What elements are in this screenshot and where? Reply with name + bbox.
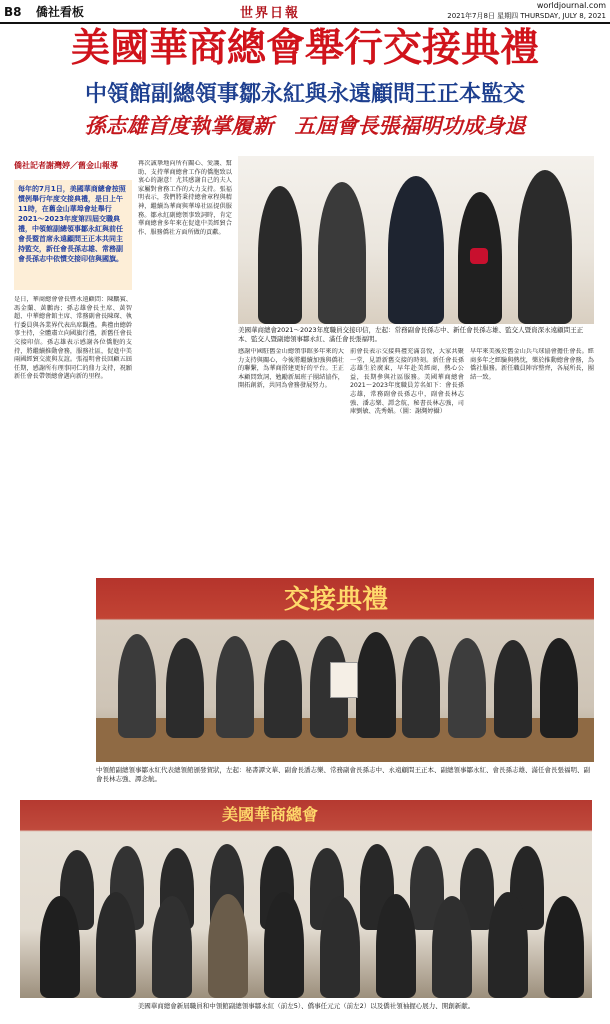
lead-paragraph: 每年的7月1日，美國華商總會按照慣例舉行年度交接典禮，是日上午11時，在舊金山華埠會址舉行2021～2023年度第四屆交職典禮，中領館副總領事鄒永紅與前任會長暨首席永遠顧問王正本共同主持監交，新任會長孫志雄、常務副會長孫志中依慣交接印信與國旗。 (14, 180, 132, 290)
site-url: worldjournal.com (536, 1, 606, 10)
article-column-4: 前會長表示交接典禮充滿喜悅，大家共聚一堂，見證新舊交接的時刻。新任會長孫志雄生於廣東，早年赴美經商，熱心公益，長期參與社區服務。美國華商總會2021～2023年度職員芳名如下：會長孫志雄，常務副會長孫志中，副會長林志強、潘志樂、譚念航，秘書長林志強，司庫劉敏、冼秀媚。（圖：謝灣婷攝） (350, 348, 464, 416)
article-column-5: 早年來美後於舊金山兵乓球協會擔任會長。經商多年之經驗與熱忱，樂於推動總會會務，為僑社服務。新任職員陣容整齊，各展所長，團結一致。 (470, 348, 594, 381)
certificate-icon (330, 662, 358, 698)
photo-2-banner: 交接典禮 (283, 585, 388, 615)
seal-box-icon (470, 248, 488, 264)
photo-seal-handover (238, 156, 594, 324)
photo-3-banner: 美國華商總會 (221, 805, 318, 824)
article-column-2: 再次誠摯地向所有關心、愛護、幫助、支持華商總會工作的僑胞致以衷心的謝意！尤其感謝自己的夫人家屬對會務工作的大力支持。張福明表示，我們將秉持總會章程與精神，繼續為華商與華埠社區提供服務。鄒永紅副總領事致詞時，肯定華商總會多年來在促進中美經貿合作、服務僑社方面所做的貢獻。 (138, 160, 232, 236)
photo-3-caption: 美國華商總會新屆職員和中領館副總領事鄒永紅（前左5）、僑事任元元（前左2）以及僑社領袖握心展力、開創新献。 (137, 1002, 475, 1010)
main-headline: 美國華商總會舉行交接典禮 (70, 25, 539, 71)
photo-1-caption: 美國華商總會2021～2023年度職員交接印信，左起：常務副會長孫志中、新任會長孫志雄、監交人暨資深永遠顧問王正本、監交人暨副總領事鄒永紅、滿任會長張福明。 (238, 326, 584, 343)
byline: 僑社記者謝灣婷／舊金山報導 (14, 161, 118, 170)
page-header (0, 0, 610, 24)
article-column-3: 感謝中國駐舊金山總領事館多年來的大力支持與關心，今後將繼續加強與僑社的聯繫，為華商搭建更好的平台。王正本顧問致詞，勉勵新屆班子團結協作，開拓創新，共同為會務發展努力。 (238, 348, 344, 390)
article-column-1: 是日，華商總會會長暨永遠顧問：陳鵬賓、馮金蘭、黃鵬海；孫志雄會長主席、黃智超、中華總會館主席、常務副會長陳琛、執行委員與各業界代表出席觀禮。典禮由總幹事主持，全體肅立向國旗行禮，新舊任會長交接印信。孫志雄表示感謝各位僑胞的支持，將繼續推動會務，服務社區，促進中美兩國經貿交流與友誼。張福明會長回顧五屆任期，感謝所有理事同仁的鼎力支持，祝願新任會長帶領總會邁向新的里程。 (14, 296, 132, 381)
subheadline-1: 中領館副總領事鄒永紅與永遠顧問王正本監交 (84, 82, 525, 107)
photo-2-caption: 中領館副總領事鄒永紅代表總領館頒發賀狀，左起：秘書譚文華、副會長潘志樂、常務副會長孫志中、永遠顧問王正本、副總領事鄒永紅、會長孫志雄、滿任會長張福明、副會長林志強、譚念航。 (96, 766, 590, 783)
photo-certificate-presentation (96, 578, 594, 762)
masthead: 世界日報 (240, 6, 301, 21)
photo-group-portrait (20, 800, 592, 998)
issue-date: 2021年7月8日 星期四 THURSDAY, JULY 8, 2021 (447, 12, 606, 20)
section-name: 僑社看板 (35, 5, 84, 19)
subheadline-2: 孫志雄首度執掌履新 五屆會長張福明功成身退 (84, 113, 526, 138)
section-label (4, 3, 84, 20)
page-number: B8 (4, 5, 22, 19)
